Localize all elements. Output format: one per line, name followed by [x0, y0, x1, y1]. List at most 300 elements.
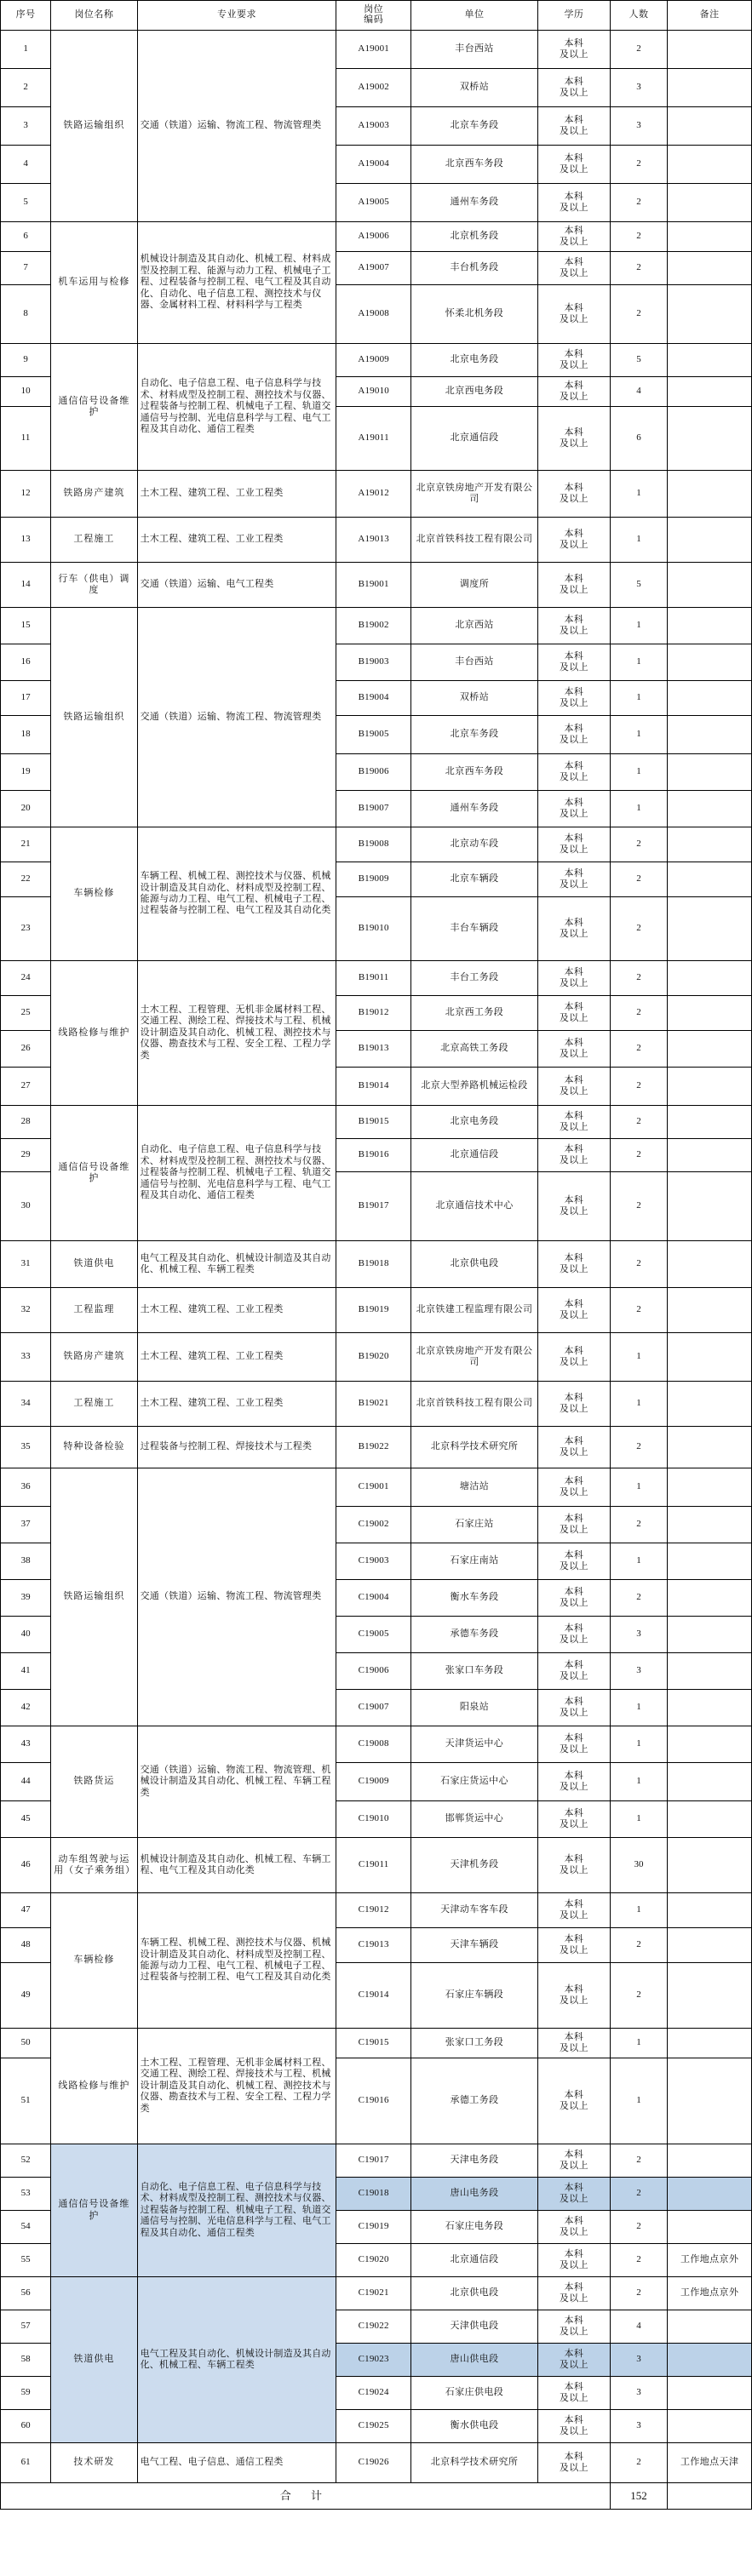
cell-post-name: 铁路运输组织: [51, 31, 137, 222]
cell-headcount: 3: [610, 2377, 668, 2410]
cell-education: 本科 及以上: [538, 471, 611, 518]
cell-headcount: 2: [610, 285, 668, 344]
cell-remark: [668, 285, 752, 344]
cell-remark: [668, 344, 752, 377]
cell-post-code: A19003: [336, 107, 410, 146]
cell-post-code: B19010: [336, 897, 410, 961]
cell-unit: 承德工务段: [410, 2058, 537, 2144]
cell-post-code: B19001: [336, 563, 410, 608]
cell-headcount: 2: [610, 1106, 668, 1139]
cell-remark: [668, 1507, 752, 1543]
cell-education: 本科 及以上: [538, 1690, 611, 1726]
cell-serial: 9: [1, 344, 51, 377]
cell-serial: 3: [1, 107, 51, 146]
cell-major: 车辆工程、机械工程、测控技术与仪器、机械设计制造及其自动化、材料成型及控制工程、能源与动力工程、电气工程、机械电子工程、过程装备与控制工程、电气工程及其自动化类: [137, 1893, 336, 2029]
col-header-post-code-line2: 编码: [364, 14, 384, 25]
cell-post-code: A19010: [336, 377, 410, 407]
cell-unit: 丰台车辆段: [410, 897, 537, 961]
cell-unit: 北京京铁房地产开发有限公司: [410, 1333, 537, 1382]
cell-headcount: 2: [610, 146, 668, 184]
cell-post-code: C19008: [336, 1726, 410, 1763]
cell-remark: [668, 862, 752, 897]
cell-post-code: B19004: [336, 681, 410, 716]
cell-post-name: 工程施工: [51, 518, 137, 563]
cell-post-code: B19016: [336, 1139, 410, 1172]
cell-headcount: 2: [610, 961, 668, 996]
cell-serial: 52: [1, 2144, 51, 2178]
col-header-headcount: 人数: [610, 1, 668, 31]
table-row: [1, 1288, 752, 1333]
cell-remark: [668, 2410, 752, 2443]
cell-remark: [668, 2178, 752, 2211]
cell-post-code: C19002: [336, 1507, 410, 1543]
cell-post-code: C19001: [336, 1468, 410, 1507]
cell-unit: 北京西车务段: [410, 146, 537, 184]
cell-post-code: C19024: [336, 2377, 410, 2410]
cell-headcount: 2: [610, 2211, 668, 2244]
cell-education: 本科 及以上: [538, 518, 611, 563]
cell-post-code: C19023: [336, 2344, 410, 2377]
cell-education: 本科 及以上: [538, 2029, 611, 2058]
cell-headcount: 2: [610, 184, 668, 222]
cell-unit: 调度所: [410, 563, 537, 608]
header-row: [1, 1, 752, 31]
cell-headcount: 1: [610, 608, 668, 644]
cell-unit: 丰台机务段: [410, 252, 537, 285]
cell-unit: 天津机务段: [410, 1838, 537, 1893]
cell-education: 本科 及以上: [538, 754, 611, 791]
cell-post-code: B19017: [336, 1172, 410, 1241]
cell-remark: [668, 1031, 752, 1068]
cell-serial: 58: [1, 2344, 51, 2377]
cell-education: 本科 及以上: [538, 107, 611, 146]
cell-unit: 北京车务段: [410, 107, 537, 146]
cell-headcount: 1: [610, 644, 668, 681]
cell-education: 本科 及以上: [538, 146, 611, 184]
col-header-remark: 备注: [668, 1, 752, 31]
cell-post-code: A19011: [336, 407, 410, 471]
cell-unit: 唐山电务段: [410, 2178, 537, 2211]
cell-serial: 13: [1, 518, 51, 563]
cell-education: 本科 及以上: [538, 2277, 611, 2310]
cell-serial: 28: [1, 1106, 51, 1139]
table-body: [1, 31, 752, 2510]
cell-education: 本科 及以上: [538, 1172, 611, 1241]
cell-education: 本科 及以上: [538, 184, 611, 222]
cell-education: 本科 及以上: [538, 1333, 611, 1382]
cell-major: 土木工程、建筑工程、工业工程类: [137, 1288, 336, 1333]
cell-education: 本科 及以上: [538, 681, 611, 716]
cell-unit: 石家庄站: [410, 1507, 537, 1543]
cell-unit: 通州车务段: [410, 184, 537, 222]
cell-remark: [668, 1139, 752, 1172]
cell-unit: 石家庄货运中心: [410, 1763, 537, 1801]
cell-remark: [668, 1468, 752, 1507]
cell-post-name: 车辆检修: [51, 827, 137, 961]
cell-post-code: B19007: [336, 791, 410, 827]
cell-serial: 4: [1, 146, 51, 184]
cell-post-code: C19011: [336, 1838, 410, 1893]
cell-post-name: 工程监理: [51, 1288, 137, 1333]
cell-serial: 59: [1, 2377, 51, 2410]
cell-education: 本科 及以上: [538, 1507, 611, 1543]
cell-post-code: C19022: [336, 2310, 410, 2344]
cell-post-code: C19009: [336, 1763, 410, 1801]
cell-unit: 北京科学技术研究所: [410, 2443, 537, 2483]
cell-post-name: 铁道供电: [51, 1241, 137, 1288]
cell-education: 本科 及以上: [538, 2443, 611, 2483]
cell-remark: [668, 2029, 752, 2058]
cell-serial: 1: [1, 31, 51, 69]
cell-serial: 36: [1, 1468, 51, 1507]
cell-unit: 北京西车务段: [410, 754, 537, 791]
cell-education: 本科 及以上: [538, 1068, 611, 1106]
cell-post-name: 线路检修与维护: [51, 2029, 137, 2144]
cell-remark: [668, 2377, 752, 2410]
cell-remark: [668, 1690, 752, 1726]
cell-education: 本科 及以上: [538, 1382, 611, 1427]
cell-unit: 丰台西站: [410, 31, 537, 69]
cell-post-name: 通信信号设备维护: [51, 2144, 137, 2277]
cell-serial: 53: [1, 2178, 51, 2211]
cell-serial: 35: [1, 1427, 51, 1468]
cell-serial: 57: [1, 2310, 51, 2344]
cell-unit: 北京高铁工务段: [410, 1031, 537, 1068]
cell-headcount: 3: [610, 1617, 668, 1653]
cell-serial: 60: [1, 2410, 51, 2443]
cell-post-code: A19007: [336, 252, 410, 285]
cell-unit: 通州车务段: [410, 791, 537, 827]
cell-serial: 22: [1, 862, 51, 897]
cell-headcount: 2: [610, 1507, 668, 1543]
cell-major: 土木工程、建筑工程、工业工程类: [137, 471, 336, 518]
cell-remark: [668, 107, 752, 146]
cell-unit: 张家口工务段: [410, 2029, 537, 2058]
cell-post-code: C19013: [336, 1928, 410, 1963]
cell-post-code: A19006: [336, 222, 410, 252]
cell-serial: 17: [1, 681, 51, 716]
cell-serial: 49: [1, 1963, 51, 2029]
cell-unit: 天津车辆段: [410, 1928, 537, 1963]
cell-headcount: 2: [610, 1963, 668, 2029]
cell-major: 土木工程、建筑工程、工业工程类: [137, 518, 336, 563]
cell-headcount: 1: [610, 518, 668, 563]
cell-serial: 2: [1, 69, 51, 107]
cell-headcount: 2: [610, 2178, 668, 2211]
cell-education: 本科 及以上: [538, 1580, 611, 1617]
cell-headcount: 2: [610, 1241, 668, 1288]
cell-remark: [668, 996, 752, 1031]
table-row: [1, 563, 752, 608]
table-row: [1, 961, 752, 996]
cell-remark: [668, 1801, 752, 1838]
table-row: [1, 1106, 752, 1139]
cell-headcount: 30: [610, 1838, 668, 1893]
cell-unit: 北京供电段: [410, 1241, 537, 1288]
cell-education: 本科 及以上: [538, 2310, 611, 2344]
cell-serial: 51: [1, 2058, 51, 2144]
cell-education: 本科 及以上: [538, 897, 611, 961]
cell-major: 电气工程、电子信息、通信工程类: [137, 2443, 336, 2483]
cell-remark: 工作地点天津: [668, 2443, 752, 2483]
table-row: [1, 827, 752, 862]
cell-unit: 石家庄电务段: [410, 2211, 537, 2244]
cell-post-code: B19022: [336, 1427, 410, 1468]
col-header-education: 学历: [538, 1, 611, 31]
cell-serial: 46: [1, 1838, 51, 1893]
cell-remark: [668, 1288, 752, 1333]
cell-post-code: A19005: [336, 184, 410, 222]
total-headcount: 152: [610, 2483, 668, 2510]
cell-serial: 11: [1, 407, 51, 471]
col-header-post-code: [336, 1, 410, 31]
cell-post-code: C19010: [336, 1801, 410, 1838]
cell-remark: [668, 1106, 752, 1139]
cell-unit: 丰台工务段: [410, 961, 537, 996]
cell-post-code: B19005: [336, 716, 410, 754]
cell-remark: [668, 222, 752, 252]
cell-headcount: 6: [610, 407, 668, 471]
cell-education: 本科 及以上: [538, 2178, 611, 2211]
cell-education: 本科 及以上: [538, 1031, 611, 1068]
table-row: [1, 1382, 752, 1427]
cell-post-code: B19015: [336, 1106, 410, 1139]
cell-post-code: B19014: [336, 1068, 410, 1106]
cell-remark: [668, 754, 752, 791]
cell-serial: 42: [1, 1690, 51, 1726]
cell-unit: 北京铁建工程监理有限公司: [410, 1288, 537, 1333]
cell-education: 本科 及以上: [538, 1763, 611, 1801]
cell-serial: 26: [1, 1031, 51, 1068]
table-row: [1, 1333, 752, 1382]
cell-post-code: A19004: [336, 146, 410, 184]
cell-education: 本科 及以上: [538, 563, 611, 608]
table-row: [1, 1241, 752, 1288]
cell-headcount: 2: [610, 1288, 668, 1333]
cell-serial: 19: [1, 754, 51, 791]
cell-headcount: 1: [610, 681, 668, 716]
cell-education: 本科 及以上: [538, 1838, 611, 1893]
cell-post-code: B19020: [336, 1333, 410, 1382]
cell-education: 本科 及以上: [538, 2377, 611, 2410]
cell-education: 本科 及以上: [538, 1139, 611, 1172]
cell-post-name: 铁路房产建筑: [51, 471, 137, 518]
table-row: [1, 518, 752, 563]
cell-major: 电气工程及其自动化、机械设计制造及其自动化、机械工程、车辆工程类: [137, 1241, 336, 1288]
cell-unit: 唐山供电段: [410, 2344, 537, 2377]
cell-headcount: 3: [610, 107, 668, 146]
cell-headcount: 3: [610, 69, 668, 107]
cell-unit: 北京车务段: [410, 716, 537, 754]
cell-remark: [668, 2144, 752, 2178]
cell-headcount: 1: [610, 791, 668, 827]
cell-post-name: 机车运用与检修: [51, 222, 137, 344]
cell-remark: [668, 1763, 752, 1801]
cell-remark: [668, 1172, 752, 1241]
cell-major: 交通（铁道）运输、物流工程、物流管理、机械设计制造及其自动化、机械工程、车辆工程类: [137, 1726, 336, 1838]
cell-serial: 39: [1, 1580, 51, 1617]
cell-unit: 北京西工务段: [410, 996, 537, 1031]
cell-education: 本科 及以上: [538, 2144, 611, 2178]
cell-serial: 56: [1, 2277, 51, 2310]
cell-education: 本科 及以上: [538, 1288, 611, 1333]
cell-unit: 丰台西站: [410, 644, 537, 681]
cell-major: 自动化、电子信息工程、电子信息科学与技术、材料成型及控制工程、测控技术与仪器、过程装备与控制工程、机械电子工程、轨道交通信号与控制、光电信息科学与工程、电气工程及其自动化、通信工程类: [137, 2144, 336, 2277]
cell-remark: [668, 2211, 752, 2244]
cell-remark: [668, 1068, 752, 1106]
cell-post-code: C19026: [336, 2443, 410, 2483]
cell-post-name: 车辆检修: [51, 1893, 137, 2029]
cell-post-code: B19019: [336, 1288, 410, 1333]
cell-post-name: 通信信号设备维护: [51, 344, 137, 471]
cell-education: 本科 及以上: [538, 69, 611, 107]
cell-major: 自动化、电子信息工程、电子信息科学与技术、材料成型及控制工程、测控技术与仪器、过程装备与控制工程、机械电子工程、轨道交通信号与控制、光电信息科学与工程、电气工程及其自动化、通信工程类: [137, 1106, 336, 1241]
cell-serial: 21: [1, 827, 51, 862]
cell-headcount: 1: [610, 1468, 668, 1507]
cell-post-name: 技术研发: [51, 2443, 137, 2483]
table-row: [1, 2277, 752, 2310]
cell-headcount: 1: [610, 754, 668, 791]
cell-remark: [668, 1726, 752, 1763]
cell-headcount: 2: [610, 1172, 668, 1241]
cell-remark: [668, 31, 752, 69]
cell-serial: 31: [1, 1241, 51, 1288]
cell-remark: 工作地点京外: [668, 2244, 752, 2277]
cell-unit: 北京动车段: [410, 827, 537, 862]
cell-post-code: C19007: [336, 1690, 410, 1726]
cell-serial: 55: [1, 2244, 51, 2277]
cell-remark: [668, 791, 752, 827]
cell-headcount: 2: [610, 2144, 668, 2178]
cell-post-code: B19002: [336, 608, 410, 644]
table-row: [1, 608, 752, 644]
cell-remark: [668, 961, 752, 996]
cell-remark: [668, 1617, 752, 1653]
cell-remark: [668, 1653, 752, 1690]
cell-unit: 北京机务段: [410, 222, 537, 252]
cell-serial: 27: [1, 1068, 51, 1106]
cell-remark: [668, 1963, 752, 2029]
col-header-post-name: 岗位名称: [51, 1, 137, 31]
cell-headcount: 2: [610, 2244, 668, 2277]
cell-headcount: 3: [610, 1653, 668, 1690]
cell-post-code: B19011: [336, 961, 410, 996]
cell-remark: [668, 1382, 752, 1427]
cell-remark: [668, 1333, 752, 1382]
cell-education: 本科 及以上: [538, 996, 611, 1031]
cell-serial: 10: [1, 377, 51, 407]
cell-headcount: 2: [610, 1139, 668, 1172]
cell-education: 本科 及以上: [538, 1543, 611, 1580]
col-header-post-code-line1: 岗位: [364, 4, 384, 15]
cell-headcount: 5: [610, 344, 668, 377]
cell-headcount: 2: [610, 862, 668, 897]
cell-education: 本科 及以上: [538, 2244, 611, 2277]
cell-education: 本科 及以上: [538, 716, 611, 754]
cell-unit: 双桥站: [410, 69, 537, 107]
cell-headcount: 3: [610, 2344, 668, 2377]
cell-education: 本科 及以上: [538, 344, 611, 377]
cell-post-code: C19020: [336, 2244, 410, 2277]
cell-serial: 29: [1, 1139, 51, 1172]
total-remark-empty: [668, 2483, 752, 2510]
cell-unit: 北京电务段: [410, 344, 537, 377]
cell-education: 本科 及以上: [538, 2058, 611, 2144]
cell-post-name: 通信信号设备维护: [51, 1106, 137, 1241]
cell-headcount: 1: [610, 1333, 668, 1382]
cell-post-code: B19018: [336, 1241, 410, 1288]
cell-serial: 6: [1, 222, 51, 252]
cell-headcount: 1: [610, 1690, 668, 1726]
cell-remark: [668, 644, 752, 681]
cell-education: 本科 及以上: [538, 862, 611, 897]
cell-post-code: C19015: [336, 2029, 410, 2058]
table-row: [1, 471, 752, 518]
cell-headcount: 5: [610, 563, 668, 608]
cell-post-name: 铁道供电: [51, 2277, 137, 2443]
col-header-serial: 序号: [1, 1, 51, 31]
cell-serial: 50: [1, 2029, 51, 2058]
cell-remark: [668, 184, 752, 222]
cell-serial: 16: [1, 644, 51, 681]
cell-remark: [668, 518, 752, 563]
cell-post-code: A19012: [336, 471, 410, 518]
cell-post-name: 特种设备检验: [51, 1427, 137, 1468]
cell-post-code: B19008: [336, 827, 410, 862]
cell-education: 本科 及以上: [538, 31, 611, 69]
cell-post-code: C19003: [336, 1543, 410, 1580]
table-header: [1, 1, 752, 31]
cell-headcount: 2: [610, 1928, 668, 1963]
cell-remark: [668, 827, 752, 862]
cell-headcount: 4: [610, 2310, 668, 2344]
table-row: [1, 1468, 752, 1507]
cell-headcount: 1: [610, 1726, 668, 1763]
cell-headcount: 1: [610, 471, 668, 518]
cell-unit: 塘沽站: [410, 1468, 537, 1507]
cell-post-code: A19001: [336, 31, 410, 69]
cell-remark: [668, 1838, 752, 1893]
cell-headcount: 3: [610, 2410, 668, 2443]
col-header-unit: 单位: [410, 1, 537, 31]
cell-headcount: 2: [610, 1068, 668, 1106]
cell-serial: 5: [1, 184, 51, 222]
cell-serial: 14: [1, 563, 51, 608]
cell-headcount: 4: [610, 377, 668, 407]
cell-unit: 北京车辆段: [410, 862, 537, 897]
cell-remark: [668, 681, 752, 716]
cell-unit: 北京大型养路机械运检段: [410, 1068, 537, 1106]
cell-major: 车辆工程、机械工程、测控技术与仪器、机械设计制造及其自动化、材料成型及控制工程、能源与动力工程、电气工程、机械电子工程、过程装备与控制工程、电气工程及其自动化类: [137, 827, 336, 961]
cell-serial: 24: [1, 961, 51, 996]
table-row: [1, 2029, 752, 2058]
cell-post-code: C19019: [336, 2211, 410, 2244]
cell-unit: 阳泉站: [410, 1690, 537, 1726]
cell-headcount: 2: [610, 897, 668, 961]
cell-education: 本科 及以上: [538, 1106, 611, 1139]
total-row: [1, 2483, 752, 2510]
cell-remark: [668, 897, 752, 961]
cell-post-code: B19006: [336, 754, 410, 791]
cell-serial: 40: [1, 1617, 51, 1653]
cell-remark: [668, 716, 752, 754]
cell-remark: [668, 563, 752, 608]
table-row: [1, 1427, 752, 1468]
cell-unit: 北京首铁科技工程有限公司: [410, 1382, 537, 1427]
cell-education: 本科 及以上: [538, 827, 611, 862]
cell-post-code: C19025: [336, 2410, 410, 2443]
cell-post-code: C19012: [336, 1893, 410, 1928]
